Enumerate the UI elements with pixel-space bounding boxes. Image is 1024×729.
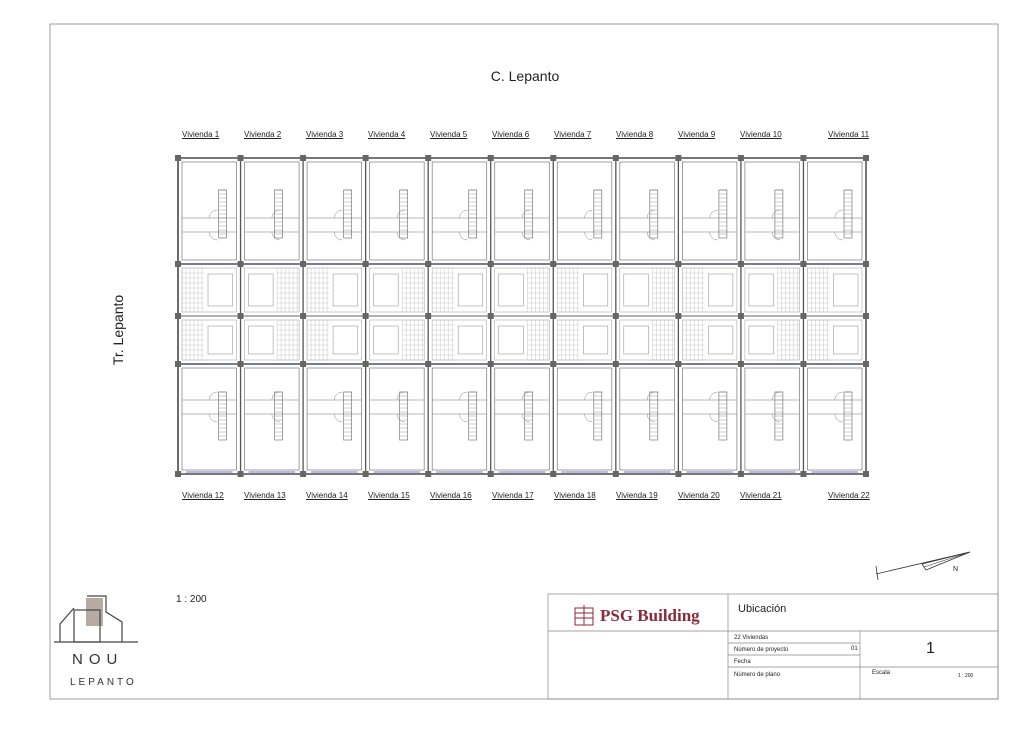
logo-line2: LEPANTO — [70, 677, 137, 688]
sheet-number-label: Número de plano — [734, 672, 781, 678]
unit-label-bottom-8: Vivienda 19 — [616, 491, 658, 500]
unit-label-bottom-5: Vivienda 16 — [430, 491, 472, 500]
unit-label-top-11: Vivienda 11 — [828, 130, 870, 139]
unit-label-top-5: Vivienda 5 — [430, 130, 468, 139]
scale-value: 1 : 200 — [958, 673, 974, 679]
unit-label-bottom-11: Vivienda 22 — [828, 491, 870, 500]
nou-lepanto-logo — [54, 596, 138, 642]
north-label: N — [953, 566, 959, 573]
street-name-top: C. Lepanto — [490, 68, 560, 84]
scale-label: Escala — [872, 670, 891, 676]
unit-label-top-4: Vivienda 4 — [368, 130, 406, 139]
floor-plan — [175, 155, 869, 477]
unit-label-bottom-3: Vivienda 14 — [306, 491, 348, 500]
sheet-title: Ubicación — [738, 603, 787, 615]
unit-label-bottom-9: Vivienda 20 — [678, 491, 720, 500]
unit-label-bottom-10: Vivienda 21 — [740, 491, 782, 500]
street-name-left: Tr. Lepanto — [110, 294, 126, 366]
unit-label-top-9: Vivienda 9 — [678, 130, 716, 139]
unit-label-bottom-7: Vivienda 18 — [554, 491, 596, 500]
project-description: 22 Viviendas — [734, 635, 769, 641]
unit-label-top-3: Vivienda 3 — [306, 130, 344, 139]
unit-label-top-6: Vivienda 6 — [492, 130, 530, 139]
unit-label-top-7: Vivienda 7 — [554, 130, 592, 139]
drawing-scale-note: 1 : 200 — [176, 594, 207, 605]
date-label: Fecha — [734, 659, 751, 665]
unit-label-bottom-1: Vivienda 12 — [182, 491, 224, 500]
logo-line1: NOU — [72, 651, 124, 668]
unit-label-bottom-4: Vivienda 15 — [368, 491, 410, 500]
unit-label-top-8: Vivienda 8 — [616, 130, 654, 139]
unit-label-bottom-6: Vivienda 17 — [492, 491, 534, 500]
company-name: PSG Building — [600, 606, 700, 625]
sheet-number-value: 1 — [926, 640, 935, 657]
unit-label-top-1: Vivienda 1 — [182, 130, 220, 139]
unit-label-top-2: Vivienda 2 — [244, 130, 282, 139]
project-number-value: 01 — [851, 646, 858, 652]
project-number-label: Número de proyecto — [734, 647, 789, 653]
unit-label-top-10: Vivienda 10 — [740, 130, 782, 139]
unit-label-bottom-2: Vivienda 13 — [244, 491, 286, 500]
